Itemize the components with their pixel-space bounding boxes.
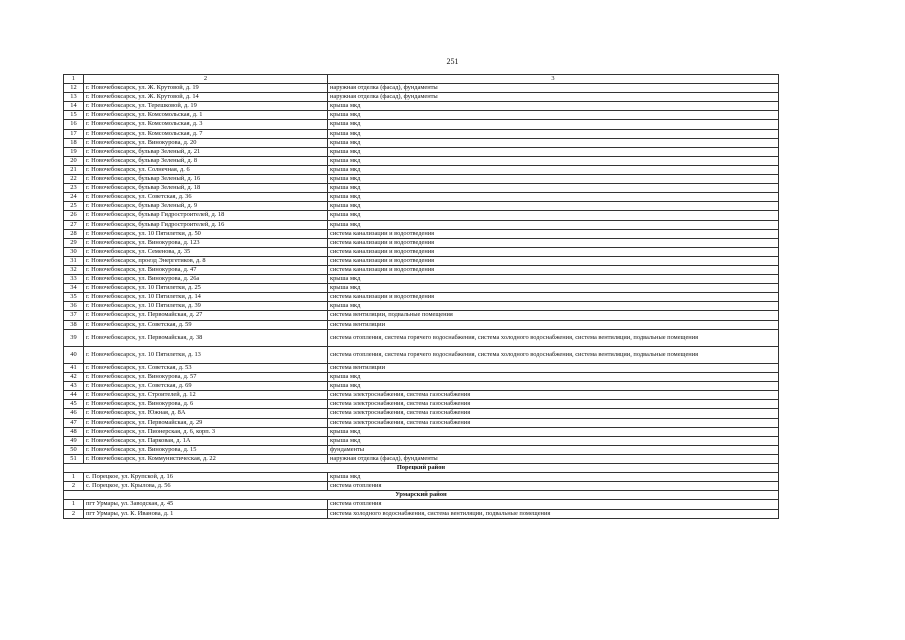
table-row: [64, 129, 779, 138]
table-row: [64, 93, 779, 102]
address-cell: г. Новочебоксарск, ул. Винокурова, д. 57: [84, 373, 328, 382]
address-cell: г. Новочебоксарск, ул. Комсомольская, д. 1: [84, 111, 328, 120]
table-row: [64, 256, 779, 265]
address-cell: г. Новочебоксарск, ул. Винокурова, д. 47: [84, 265, 328, 274]
address-cell: г. Новочебоксарск, ул. Семенова, д. 35: [84, 247, 328, 256]
address-cell: г. Новочебоксарск, бульвар Гидростроителей, д. 16: [84, 220, 328, 229]
work-type-cell: наружная отделка (фасад), фундаменты: [328, 84, 779, 93]
address-cell: г. Новочебоксарск, бульвар Зеленый, д. 8: [84, 156, 328, 165]
row-number: 32: [64, 265, 84, 274]
address-cell: г. Новочебоксарск, ул. Первомайская, д. 38: [84, 329, 328, 346]
address-cell: г. Новочебоксарск, ул. Винокурова, д. 20: [84, 138, 328, 147]
row-number: 13: [64, 93, 84, 102]
address-cell: г. Новочебоксарск, ул. Советская, д. 36: [84, 193, 328, 202]
repair-works-table: [63, 74, 779, 519]
table-row: [64, 147, 779, 156]
row-number: 45: [64, 400, 84, 409]
row-number: 1: [64, 500, 84, 509]
table-row: [64, 302, 779, 311]
table-row: [64, 373, 779, 382]
address-cell: г. Новочебоксарск, ул. 10 Пятилетки, д. 50: [84, 229, 328, 238]
table-row: [64, 156, 779, 165]
work-type-cell: система отопления: [328, 482, 779, 491]
table-row: [64, 120, 779, 129]
table-row: [64, 165, 779, 174]
work-type-cell: система отопления, система горячего водоснабжения, система холодного водоснабжения, система вентиляции, подвальные помещения: [328, 329, 779, 346]
row-number: 33: [64, 275, 84, 284]
row-number: 46: [64, 409, 84, 418]
table-row: [64, 293, 779, 302]
work-type-cell: крыша мкд: [328, 284, 779, 293]
row-number: 18: [64, 138, 84, 147]
work-type-cell: система канализации и водоотведения: [328, 238, 779, 247]
column-number-3: 3: [328, 75, 779, 84]
row-number: 34: [64, 284, 84, 293]
address-cell: г. Новочебоксарск, ул. Винокурова, д. 15: [84, 445, 328, 454]
address-cell: с. Порецкое, ул. Крупской, д. 16: [84, 473, 328, 482]
work-type-cell: крыша мкд: [328, 165, 779, 174]
address-cell: г. Новочебоксарск, ул. Винокурова, д. 6: [84, 400, 328, 409]
work-type-cell: крыша мкд: [328, 427, 779, 436]
district-header-row: [64, 464, 779, 473]
address-cell: г. Новочебоксарск, ул. Винокурова, д. 26а: [84, 275, 328, 284]
work-type-cell: крыша мкд: [328, 373, 779, 382]
table-row: [64, 238, 779, 247]
table-row: [64, 211, 779, 220]
row-number: 1: [64, 473, 84, 482]
work-type-cell: крыша мкд: [328, 202, 779, 211]
row-number: 20: [64, 156, 84, 165]
work-type-cell: система электроснабжения, система газоснабжения: [328, 418, 779, 427]
row-number: 31: [64, 256, 84, 265]
table-row: [64, 454, 779, 463]
work-type-cell: крыша мкд: [328, 156, 779, 165]
address-cell: г. Новочебоксарск, ул. Терешковой, д. 19: [84, 102, 328, 111]
address-cell: г. Новочебоксарск, ул. 10 Пятилетки, д. 39: [84, 302, 328, 311]
work-type-cell: система канализации и водоотведения: [328, 229, 779, 238]
address-cell: г. Новочебоксарск, ул. Советская, д. 69: [84, 382, 328, 391]
row-number: 19: [64, 147, 84, 156]
address-cell: г. Новочебоксарск, ул. Советская, д. 59: [84, 320, 328, 329]
address-cell: г. Новочебоксарск, ул. 10 Пятилетки, д. 25: [84, 284, 328, 293]
row-number: 17: [64, 129, 84, 138]
address-cell: г. Новочебоксарск, ул. Солнечная, д. 6: [84, 165, 328, 174]
address-cell: г. Новочебоксарск, ул. Коммунистическая, д. 22: [84, 454, 328, 463]
table-row: [64, 482, 779, 491]
address-cell: г. Новочебоксарск, ул. 10 Пятилетки, д. 14: [84, 293, 328, 302]
district-name: Порецкий район: [64, 464, 779, 473]
row-number: 35: [64, 293, 84, 302]
table-row: [64, 418, 779, 427]
row-number: 25: [64, 202, 84, 211]
address-cell: г. Новочебоксарск, ул. Ж. Крутовой, д. 19: [84, 84, 328, 93]
table-row: [64, 364, 779, 373]
address-cell: г. Новочебоксарск, ул. Парковая, д. 1А: [84, 436, 328, 445]
table-row: [64, 102, 779, 111]
work-type-cell: крыша мкд: [328, 175, 779, 184]
table-row: [64, 436, 779, 445]
row-number: 41: [64, 364, 84, 373]
address-cell: г. Новочебоксарск, проезд Энергетиков, д. 8: [84, 256, 328, 265]
address-cell: г. Новочебоксарск, бульвар Зеленый, д. 9: [84, 202, 328, 211]
column-number-2: 2: [84, 75, 328, 84]
work-type-cell: крыша мкд: [328, 275, 779, 284]
table-row: [64, 391, 779, 400]
table-row: [64, 229, 779, 238]
row-number: 42: [64, 373, 84, 382]
row-number: 38: [64, 320, 84, 329]
address-cell: г. Новочебоксарск, бульвар Зеленый, д. 16: [84, 175, 328, 184]
work-type-cell: крыша мкд: [328, 138, 779, 147]
table-row: [64, 284, 779, 293]
table-row: [64, 184, 779, 193]
district-name: Урмарский район: [64, 491, 779, 500]
work-type-cell: система отопления: [328, 500, 779, 509]
address-cell: пгт Урмары, ул. К. Иванова, д. 1: [84, 509, 328, 518]
table-row: [64, 202, 779, 211]
row-number: 14: [64, 102, 84, 111]
table-row: [64, 193, 779, 202]
table-row: [64, 346, 779, 363]
address-cell: г. Новочебоксарск, ул. Комсомольская, д. 3: [84, 120, 328, 129]
table-row: [64, 111, 779, 120]
address-cell: г. Новочебоксарск, ул. Винокурова, д. 123: [84, 238, 328, 247]
table-row: [64, 311, 779, 320]
address-cell: г. Новочебоксарск, ул. Первомайская, д. 29: [84, 418, 328, 427]
address-cell: г. Новочебоксарск, ул. Строителей, д. 12: [84, 391, 328, 400]
row-number: 39: [64, 329, 84, 346]
row-number: 15: [64, 111, 84, 120]
table-row: [64, 409, 779, 418]
table-row: [64, 220, 779, 229]
address-cell: с. Порецкое, ул. Крылова, д. 56: [84, 482, 328, 491]
row-number: 26: [64, 211, 84, 220]
row-number: 22: [64, 175, 84, 184]
work-type-cell: система холодного водоснабжения, система вентиляции, подвальные помещения: [328, 509, 779, 518]
work-type-cell: крыша мкд: [328, 473, 779, 482]
row-number: 44: [64, 391, 84, 400]
row-number: 47: [64, 418, 84, 427]
column-number-row: [64, 75, 779, 84]
table-row: [64, 247, 779, 256]
table-row: [64, 175, 779, 184]
work-type-cell: крыша мкд: [328, 436, 779, 445]
row-number: 21: [64, 165, 84, 174]
row-number: 2: [64, 509, 84, 518]
work-type-cell: крыша мкд: [328, 302, 779, 311]
address-cell: пгт Урмары, ул. Заводская, д. 45: [84, 500, 328, 509]
row-number: 37: [64, 311, 84, 320]
work-type-cell: крыша мкд: [328, 382, 779, 391]
work-type-cell: система электроснабжения, система газоснабжения: [328, 409, 779, 418]
table-row: [64, 427, 779, 436]
address-cell: г. Новочебоксарск, ул. Комсомольская, д. 7: [84, 129, 328, 138]
table-row: [64, 445, 779, 454]
row-number: 43: [64, 382, 84, 391]
address-cell: г. Новочебоксарск, бульвар Зеленый, д. 18: [84, 184, 328, 193]
table-row: [64, 329, 779, 346]
row-number: 49: [64, 436, 84, 445]
row-number: 29: [64, 238, 84, 247]
work-type-cell: система канализации и водоотведения: [328, 293, 779, 302]
page-number: 251: [446, 57, 459, 66]
row-number: 48: [64, 427, 84, 436]
work-type-cell: система электроснабжения, система газоснабжения: [328, 400, 779, 409]
work-type-cell: система отопления, система горячего водоснабжения, система холодного водоснабжения, система вентиляции, подвальные помещения: [328, 346, 779, 363]
work-type-cell: крыша мкд: [328, 220, 779, 229]
work-type-cell: система вентиляции: [328, 320, 779, 329]
table-row: [64, 473, 779, 482]
address-cell: г. Новочебоксарск, ул. Первомайская, д. 27: [84, 311, 328, 320]
address-cell: г. Новочебоксарск, ул. Южная, д. 8А: [84, 409, 328, 418]
table-row: [64, 509, 779, 518]
row-number: 24: [64, 193, 84, 202]
row-number: 50: [64, 445, 84, 454]
address-cell: г. Новочебоксарск, ул. Пионерская, д. 6, корп. 3: [84, 427, 328, 436]
work-type-cell: наружная отделка (фасад), фундаменты: [328, 454, 779, 463]
row-number: 30: [64, 247, 84, 256]
work-type-cell: система электроснабжения, система газоснабжения: [328, 391, 779, 400]
row-number: 36: [64, 302, 84, 311]
row-number: 23: [64, 184, 84, 193]
district-header-row: [64, 491, 779, 500]
row-number: 40: [64, 346, 84, 363]
row-number: 2: [64, 482, 84, 491]
row-number: 28: [64, 229, 84, 238]
work-type-cell: крыша мкд: [328, 120, 779, 129]
work-type-cell: система канализации и водоотведения: [328, 247, 779, 256]
address-cell: г. Новочебоксарск, ул. 10 Пятилетки, д. 13: [84, 346, 328, 363]
work-type-cell: крыша мкд: [328, 211, 779, 220]
work-type-cell: крыша мкд: [328, 147, 779, 156]
table-row: [64, 265, 779, 274]
row-number: 51: [64, 454, 84, 463]
work-type-cell: система канализации и водоотведения: [328, 265, 779, 274]
work-type-cell: система вентиляции, подвальные помещения: [328, 311, 779, 320]
work-type-cell: крыша мкд: [328, 111, 779, 120]
table-row: [64, 84, 779, 93]
table-row: [64, 138, 779, 147]
table-row: [64, 500, 779, 509]
column-number-1: 1: [64, 75, 84, 84]
work-type-cell: крыша мкд: [328, 193, 779, 202]
work-type-cell: крыша мкд: [328, 129, 779, 138]
address-cell: г. Новочебоксарск, ул. Ж. Крутовой, д. 14: [84, 93, 328, 102]
row-number: 27: [64, 220, 84, 229]
table-row: [64, 320, 779, 329]
table-row: [64, 382, 779, 391]
work-type-cell: наружная отделка (фасад), фундаменты: [328, 93, 779, 102]
address-cell: г. Новочебоксарск, бульвар Зеленый, д. 21: [84, 147, 328, 156]
row-number: 12: [64, 84, 84, 93]
work-type-cell: система канализации и водоотведения: [328, 256, 779, 265]
table-row: [64, 400, 779, 409]
row-number: 16: [64, 120, 84, 129]
address-cell: г. Новочебоксарск, ул. Советская, д. 53: [84, 364, 328, 373]
table-body: [64, 75, 779, 519]
table-row: [64, 275, 779, 284]
address-cell: г. Новочебоксарск, бульвар Гидростроителей, д. 18: [84, 211, 328, 220]
work-type-cell: система вентиляции: [328, 364, 779, 373]
work-type-cell: фундаменты: [328, 445, 779, 454]
work-type-cell: крыша мкд: [328, 184, 779, 193]
work-type-cell: крыша мкд: [328, 102, 779, 111]
